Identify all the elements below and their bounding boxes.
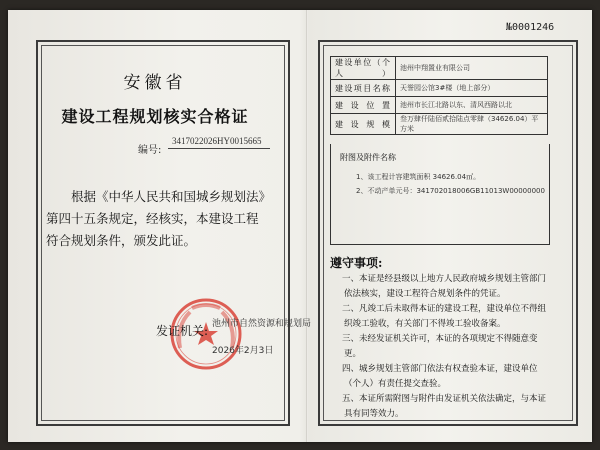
table-row xyxy=(331,97,548,114)
rules-list xyxy=(330,272,554,422)
rule-item: 一、本证是经县级以上地方人民政府城乡规划主管部门依法核实，建设工程符合规划条件的凭证。 xyxy=(342,274,547,299)
rule-item: 二、凡竣工后未取得本证的建设工程，建设单位不得组织竣工验收，有关部门不得竣工验收备案。 xyxy=(342,304,547,329)
issuer-name: 池州市自然资源和规划局 xyxy=(212,319,312,329)
row-value: 池州中翔置业有限公司 xyxy=(396,57,548,80)
rules-title: 遵守事项: xyxy=(330,256,383,270)
attachment-item: 1、该工程计容建筑面积 34626.04㎡。 xyxy=(356,173,481,181)
page-fold xyxy=(306,10,308,442)
row-value: 池州市长江北路以东、清风西路以北 xyxy=(396,97,548,114)
row-label: 建设位置 xyxy=(331,97,396,114)
rule-item: 三、未经发证机关许可，本证的各项规定不得随意变更。 xyxy=(342,334,538,359)
province-title: 安徽省 xyxy=(123,73,187,93)
table-row xyxy=(331,80,548,97)
table-row xyxy=(331,114,548,135)
rule-item: 五、本证所需附图与附件由发证机关依法确定，与本证具有同等效力。 xyxy=(342,394,547,419)
certificate-title: 建设工程规划核实合格证 xyxy=(61,107,249,126)
number-label: 编号: xyxy=(138,145,162,156)
row-label: 建设单位（个人） xyxy=(331,57,396,80)
attachment-item: 2、不动产单元号：341702018006GB11013W00000000 xyxy=(356,187,545,195)
serial-number: №0001246 xyxy=(506,22,555,33)
row-label: 建设规模 xyxy=(331,114,396,135)
row-label: 建设项目名称 xyxy=(331,80,396,97)
table-row xyxy=(331,57,548,80)
row-value: 天誉园公馆3#楼（地上部分） xyxy=(396,80,548,97)
number-underline xyxy=(168,148,270,149)
rule-item: 四、城乡规划主管部门依法有权查验本证，建设单位（个人）有责任提交查验。 xyxy=(342,364,538,389)
project-info-table xyxy=(330,56,548,135)
attachments-title: 附图及附件名称 xyxy=(340,153,396,162)
certificate-body-text: 根据《中华人民共和国城乡规划法》第四十五条规定，经核实，本建设工程符合规划条件，颁发此证。 xyxy=(46,189,265,248)
issue-date: 2026年2月3日 xyxy=(212,346,274,356)
issuer-label: 发证机关: xyxy=(156,324,209,338)
row-value: 叁万肆仟陆佰贰拾陆点零肆（34626.04）平方米 xyxy=(396,114,548,135)
number-value: 3417022026HY0015665 xyxy=(172,136,262,146)
